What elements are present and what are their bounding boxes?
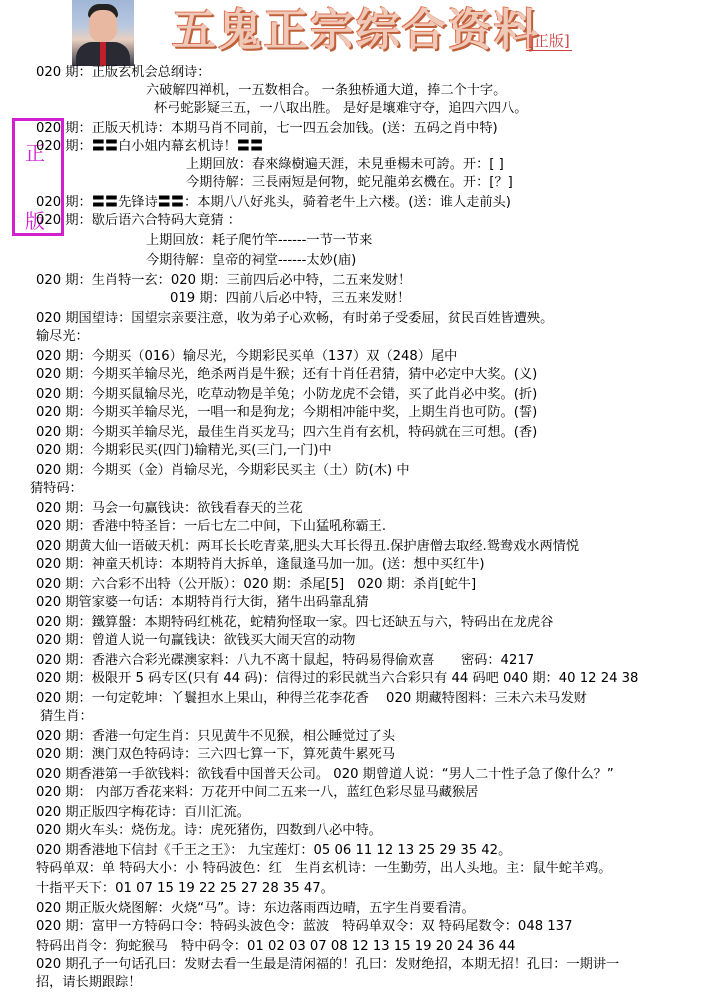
- text-line: 杯弓蛇影疑三五，一八取出胜。 是好是壤难守夺，追四六四八。: [154, 101, 528, 116]
- text-line: 020 期香港地下信封《千王之王》： 九宝莲灯：05 06 11 12 13 25 29 35 42。: [36, 843, 512, 858]
- text-line: 猜特码：: [30, 481, 83, 496]
- text-line: 020 期黄大仙一语破天机：两耳长长吃青菜,肥头大耳长得丑.保护唐僧去取经.鸳鸯戏水两情悦: [36, 539, 580, 554]
- site-title: 五鬼正宗综合资料: [172, 5, 540, 56]
- text-line: 020 期：正版天机诗：本期马肖不同前，七一四五会加钱。(送：五码之肖中特): [36, 121, 498, 136]
- text-line: 上期回放：春來綠樹遍天涯，未見垂楊未可誇。开：[ ]: [186, 157, 504, 172]
- text-line: 020 期：香港六合彩光碟澳家料：八九不离十鼠起，特码易得偷欢喜 密码：4217: [36, 653, 535, 668]
- text-line: 020 期：香港一句定生肖：只见黄牛不见猴，相公睡觉过了头: [36, 729, 396, 744]
- text-line: 020 期：六合彩不出特（公开版）：020 期：杀尾[5] 020 期：杀肖[蛇牛]: [36, 577, 477, 592]
- stamp-char-2: 版: [25, 209, 45, 233]
- text-line: 020 期：今期彩民买(四门)输精光,买(三门,一门)中: [36, 443, 332, 458]
- text-line: 020 期：歇后语六合特码大竟猜 ：: [36, 213, 241, 228]
- text-line: 020 期：今期买羊输尽光，绝杀两肖是牛猴；还有十肖任君猜，猜中必定中大奖。(义): [36, 367, 538, 382]
- text-line: 020 期： 内部万香花来料：万花开中间二五来一八，蓝红色彩尽显马藏猴居: [36, 785, 479, 800]
- text-line: 020 期正版火烧图解：火烧“马”。诗：东边落雨西边晴，五字生肖要看清。: [36, 901, 475, 916]
- text-line: 今期待解：三長兩短是何物，蛇兄龍弟玄機在。开：[？]: [186, 175, 513, 190]
- edition-badge: [ 正版 ]: [526, 32, 572, 51]
- text-line: 020 期正版四字梅花诗：百川汇流。: [36, 805, 250, 820]
- text-line: 六破解四禅机，一五数相合。 一条独桥通大道，捧二个十字。: [146, 83, 507, 98]
- text-line: 特码出肖令：狗蛇猴马 特中码令：01 02 03 07 08 12 13 15 19 20 24 36 44: [36, 939, 516, 954]
- text-line: 招，请长期跟踪！: [36, 975, 142, 990]
- text-line: 020 期：富甲一方特码口令：特码头波色令：蓝波 特码单双令：双 特码尾数令：048 137: [36, 919, 573, 934]
- text-line: 019 期：四前八后必中特，三五来发财！: [170, 291, 411, 306]
- text-line: 今期待解：皇帝的祠堂------太妙(庙): [146, 253, 357, 268]
- text-line: 020 期：澳门双色特码诗：三六四七算一下，算死黄牛累死马: [36, 747, 396, 762]
- author-photo: [72, 0, 134, 66]
- text-line: 输尽光：: [36, 329, 89, 344]
- text-line: 020 期：神童天机诗：本期特肖大拆单，逢鼠逢马加一加。(送：想中买红牛): [36, 557, 485, 572]
- text-line: 020 期：今期买羊输尽光，一唱一和是狗龙；今期相冲能中奖，上期生肖也可防。(誓): [36, 405, 538, 420]
- text-line: 020 期香港第一手欲钱料：欲钱看中国普天公司。 020 期曾道人说：“男人二十性子急了像什么？”: [36, 767, 614, 782]
- text-line: 020 期：〓〓白小姐内幕玄机诗！〓〓: [36, 139, 264, 154]
- text-line: 特码单双：单 特码大小：小 特码波色：红 生肖玄机诗：一生勤劳，出人头地。主：鼠牛蛇羊鸡。: [36, 861, 612, 876]
- text-line: 020 期孔子一句话孔曰：发财去看一生最是清闲福的！孔曰：发财绝招，本期无招！孔曰：一期讲一: [36, 957, 620, 972]
- text-line: 020 期：一句定乾坤：丫鬟担水上果山，种得兰花李花香 020 期藏特图料：三未六未马发财: [36, 691, 587, 706]
- text-line: 020 期管家婆一句话：本期特肖行大街，猪牛出码靠乱猜: [36, 595, 369, 610]
- text-line: 020 期：今期买（016）输尽光，今期彩民买单（137）双（248）尾中: [36, 349, 458, 364]
- text-line: 020 期：极限开 5 码专区(只有 44 码)：信得过的彩民就当六合彩只有 44 码吧 040 期：40 12 24 38: [36, 671, 639, 686]
- text-line: 上期回放：耗子爬竹竿------一节一节来: [146, 233, 373, 248]
- text-line: 020 期：曾道人说一句赢钱诀：欲钱买大闹天宫的动物: [36, 633, 356, 648]
- text-line: 020 期：〓〓先锋诗〓〓：本期八八好兆头，骑着老牛上六楼。(送：谁人走前头): [36, 195, 511, 210]
- text-line: 020 期：今期买羊输尽光，最佳生肖买龙马；四六生肖有玄机，特码就在三可想。(香): [36, 425, 538, 440]
- text-line: 020 期：正版玄机会总纲诗：: [36, 65, 211, 80]
- stamp-char-1: 正: [25, 141, 45, 165]
- text-line: 020 期：今期买鼠输尽光，吃草动物是羊兔；小防龙虎不会错，买了此肖必中奖。(折): [36, 387, 538, 402]
- text-line: 020 期：鐵算盤：本期特码红桃花，蛇精狗怪取一家。四七还缺五与六，特码出在龙虎谷: [36, 615, 554, 630]
- text-line: 猜生肖：: [40, 709, 93, 724]
- text-line: 020 期：马会一句赢钱诀：欲钱看春天的兰花: [36, 501, 303, 516]
- text-line: 020 期：今期买（金）肖输尽光，今期彩民买主（土）防(木) 中: [36, 463, 410, 478]
- text-line: 十指平天下：01 07 15 19 22 25 27 28 35 47。: [36, 881, 334, 896]
- text-line: 020 期火车头：烧伤龙。诗：虎死猪伤，四数到八必中特。: [36, 823, 382, 838]
- text-line: 020 期：生肖特一玄：020 期：三前四后必中特，二五来发财！: [36, 273, 412, 288]
- text-line: 020 期：香港中特圣旨：一后七左二中间，下山猛吼称霸王.: [36, 519, 387, 534]
- text-line: 020 期国望诗：国望宗亲要注意，收为弟子心欢畅，有时弟子受委屈，贫民百姓皆遭殃。: [36, 311, 554, 326]
- header: [0, 0, 720, 64]
